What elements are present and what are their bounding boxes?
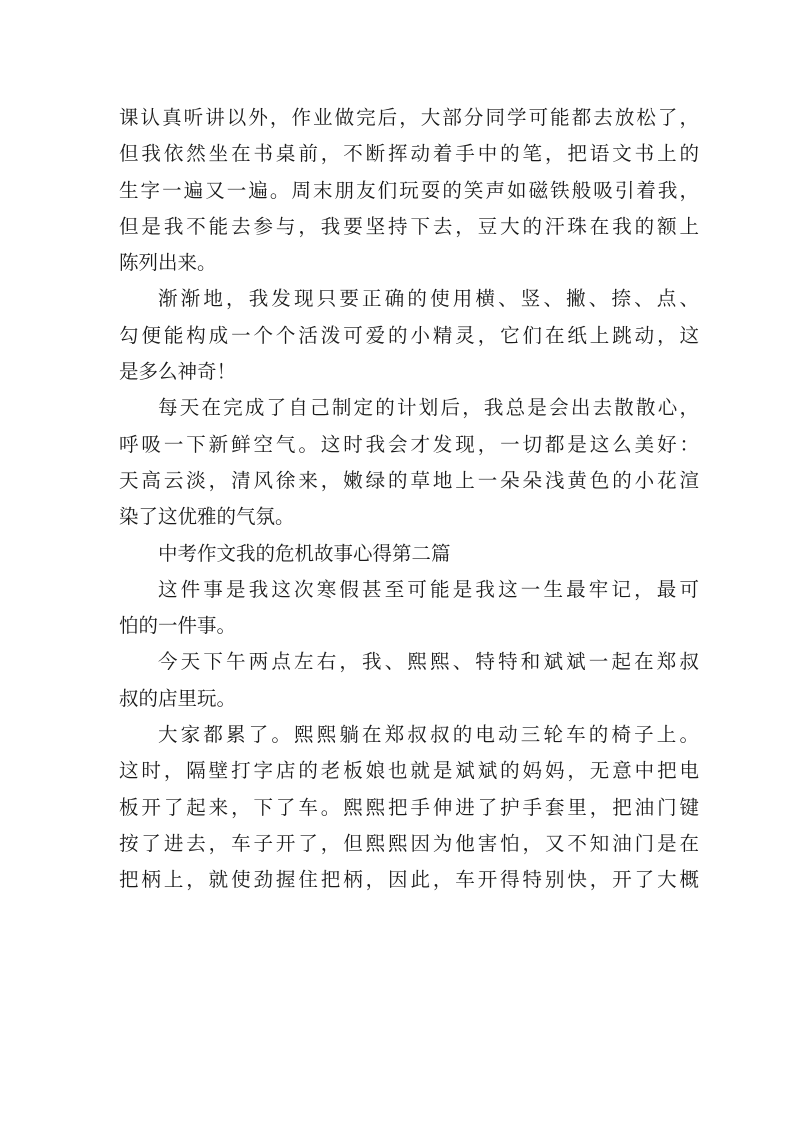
section-heading: 中考作文我的危机故事心得第二篇 — [158, 541, 451, 565]
paragraph-first-line: 大家都累了。熙熙躺在郑叔叔的电动三轮车的椅子上。 — [158, 723, 699, 747]
text-line: 按了进去，车子开了，但熙熙因为他害怕，又不知油门是在 — [119, 831, 699, 855]
text-line: 勾便能构成一个个活泼可爱的小精灵，它们在纸上跳动，这 — [119, 323, 699, 347]
text-line: 但是我不能去参与，我要坚持下去，豆大的汗珠在我的额上 — [119, 214, 699, 238]
paragraph-first-line: 渐渐地，我发现只要正确的使用横、竖、撇、捺、点、 — [158, 287, 699, 311]
paragraph-first-line: 今天下午两点左右，我、熙熙、特特和斌斌一起在郑叔 — [158, 650, 699, 674]
text-line: 板开了起来，下了车。熙熙把手伸进了护手套里，把油门键 — [119, 795, 699, 819]
text-line: 陈列出来。 — [119, 251, 217, 275]
text-line: 叔的店里玩。 — [119, 686, 237, 710]
text-line: 但我依然坐在书桌前，不断挥动着手中的笔，把语文书上的 — [119, 142, 699, 166]
text-line: 课认真听讲以外，作业做完后，大部分同学可能都去放松了， — [119, 106, 699, 129]
text-line: 这时，隔壁打字店的老板娘也就是斌斌的妈妈，无意中把电 — [119, 759, 699, 783]
text-line: 生字一遍又一遍。周末朋友们玩耍的笑声如磁铁般吸引着我， — [119, 178, 699, 202]
body-text — [119, 100, 699, 899]
text-line: 天高云淡，清风徐来，嫩绿的草地上一朵朵浅黄色的小花渲 — [119, 468, 699, 492]
text-line: 染了这优雅的气氛。 — [119, 505, 295, 529]
text-line: 怕的一件事。 — [119, 614, 237, 638]
text-line: 把柄上，就使劲握住把柄，因此，车开得特别快，开了大概 — [119, 868, 699, 892]
paragraph-first-line: 每天在完成了自己制定的计划后，我总是会出去散散心， — [158, 396, 699, 420]
text-line: 是多么神奇！ — [119, 360, 237, 384]
paragraph-first-line: 这件事是我这次寒假甚至可能是我这一生最牢记，最可 — [158, 577, 699, 601]
text-line: 呼吸一下新鲜空气。这时我会才发现，一切都是这么美好： — [119, 432, 699, 456]
